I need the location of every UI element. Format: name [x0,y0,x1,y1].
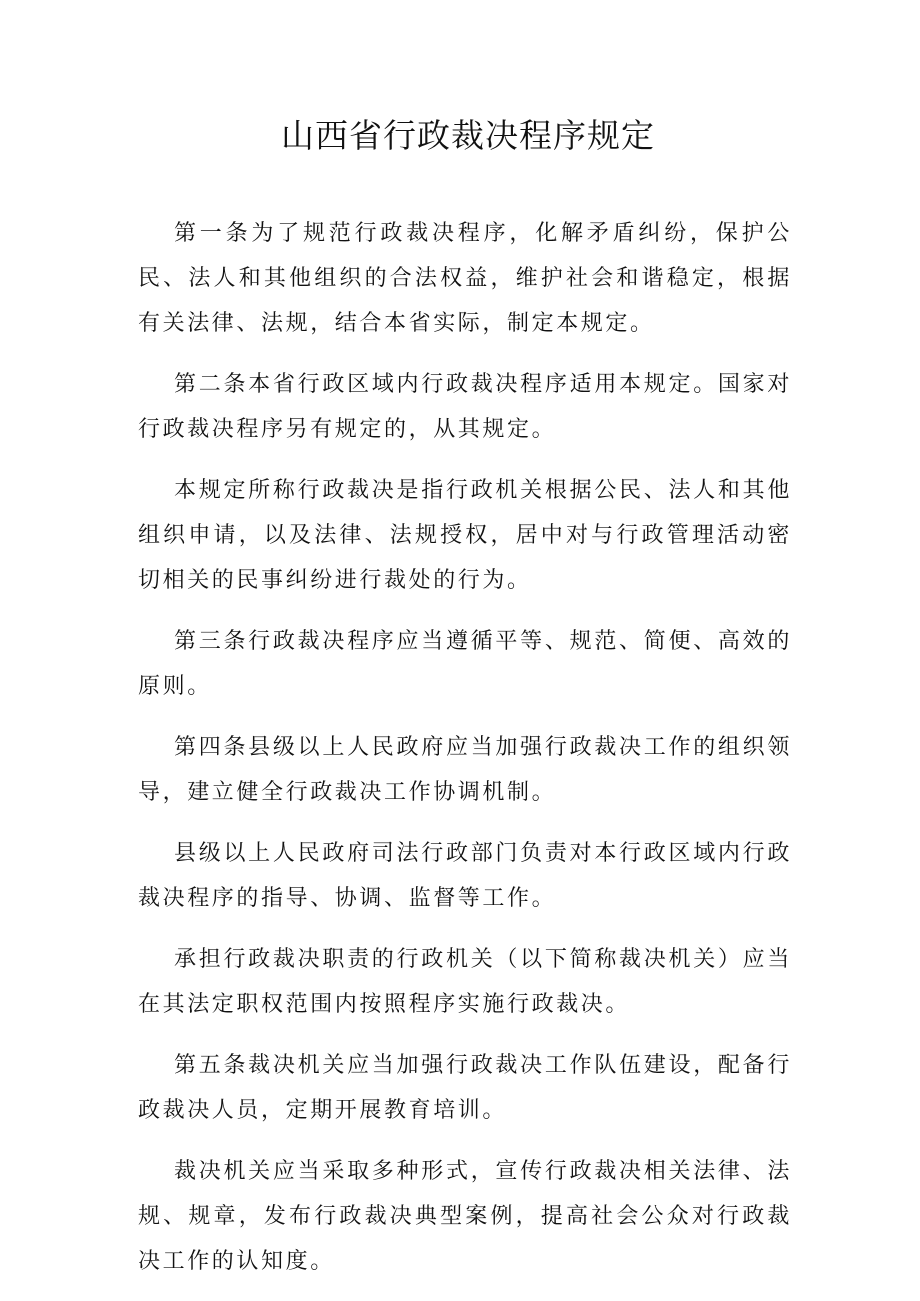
document-body [138,211,792,1284]
document-title: 山西省行政裁决程序规定 [281,116,655,155]
paragraph-article-2-definition: 本规定所称行政裁决是指行政机关根据公民、法人和其他组织申请，以及法律、法规授权，居中对与行政管理活动密切相关的民事纠纷进行裁处的行为。 [138,478,792,593]
paragraph-article-4-justice-dept: 县级以上人民政府司法行政部门负责对本行政区域内行政裁决程序的指导、协调、监督等工作。 [138,841,792,911]
paragraph-article-5: 第五条裁决机关应当加强行政裁决工作队伍建设，配备行政裁决人员，定期开展教育培训。 [138,1053,792,1123]
paragraph-article-4: 第四条县级以上人民政府应当加强行政裁决工作的组织领导，建立健全行政裁决工作协调机制。 [138,735,792,805]
paragraph-article-2: 第二条本省行政区域内行政裁决程序适用本规定。国家对行政裁决程序另有规定的，从其规定。 [138,372,792,442]
paragraph-article-4-adjudicating-organ: 承担行政裁决职责的行政机关（以下简称裁决机关）应当在其法定职权范围内按照程序实施行政裁决。 [138,947,792,1017]
paragraph-article-1: 第一条为了规范行政裁决程序，化解矛盾纠纷，保护公民、法人和其他组织的合法权益，维护社会和谐稳定，根据有关法律、法规，结合本省实际，制定本规定。 [138,221,792,336]
paragraph-article-3: 第三条行政裁决程序应当遵循平等、规范、简便、高效的原则。 [138,629,792,699]
paragraph-article-5-publicity: 裁决机关应当采取多种形式，宣传行政裁决相关法律、法规、规章，发布行政裁决典型案例，提高社会公众对行政裁决工作的认知度。 [138,1159,792,1274]
